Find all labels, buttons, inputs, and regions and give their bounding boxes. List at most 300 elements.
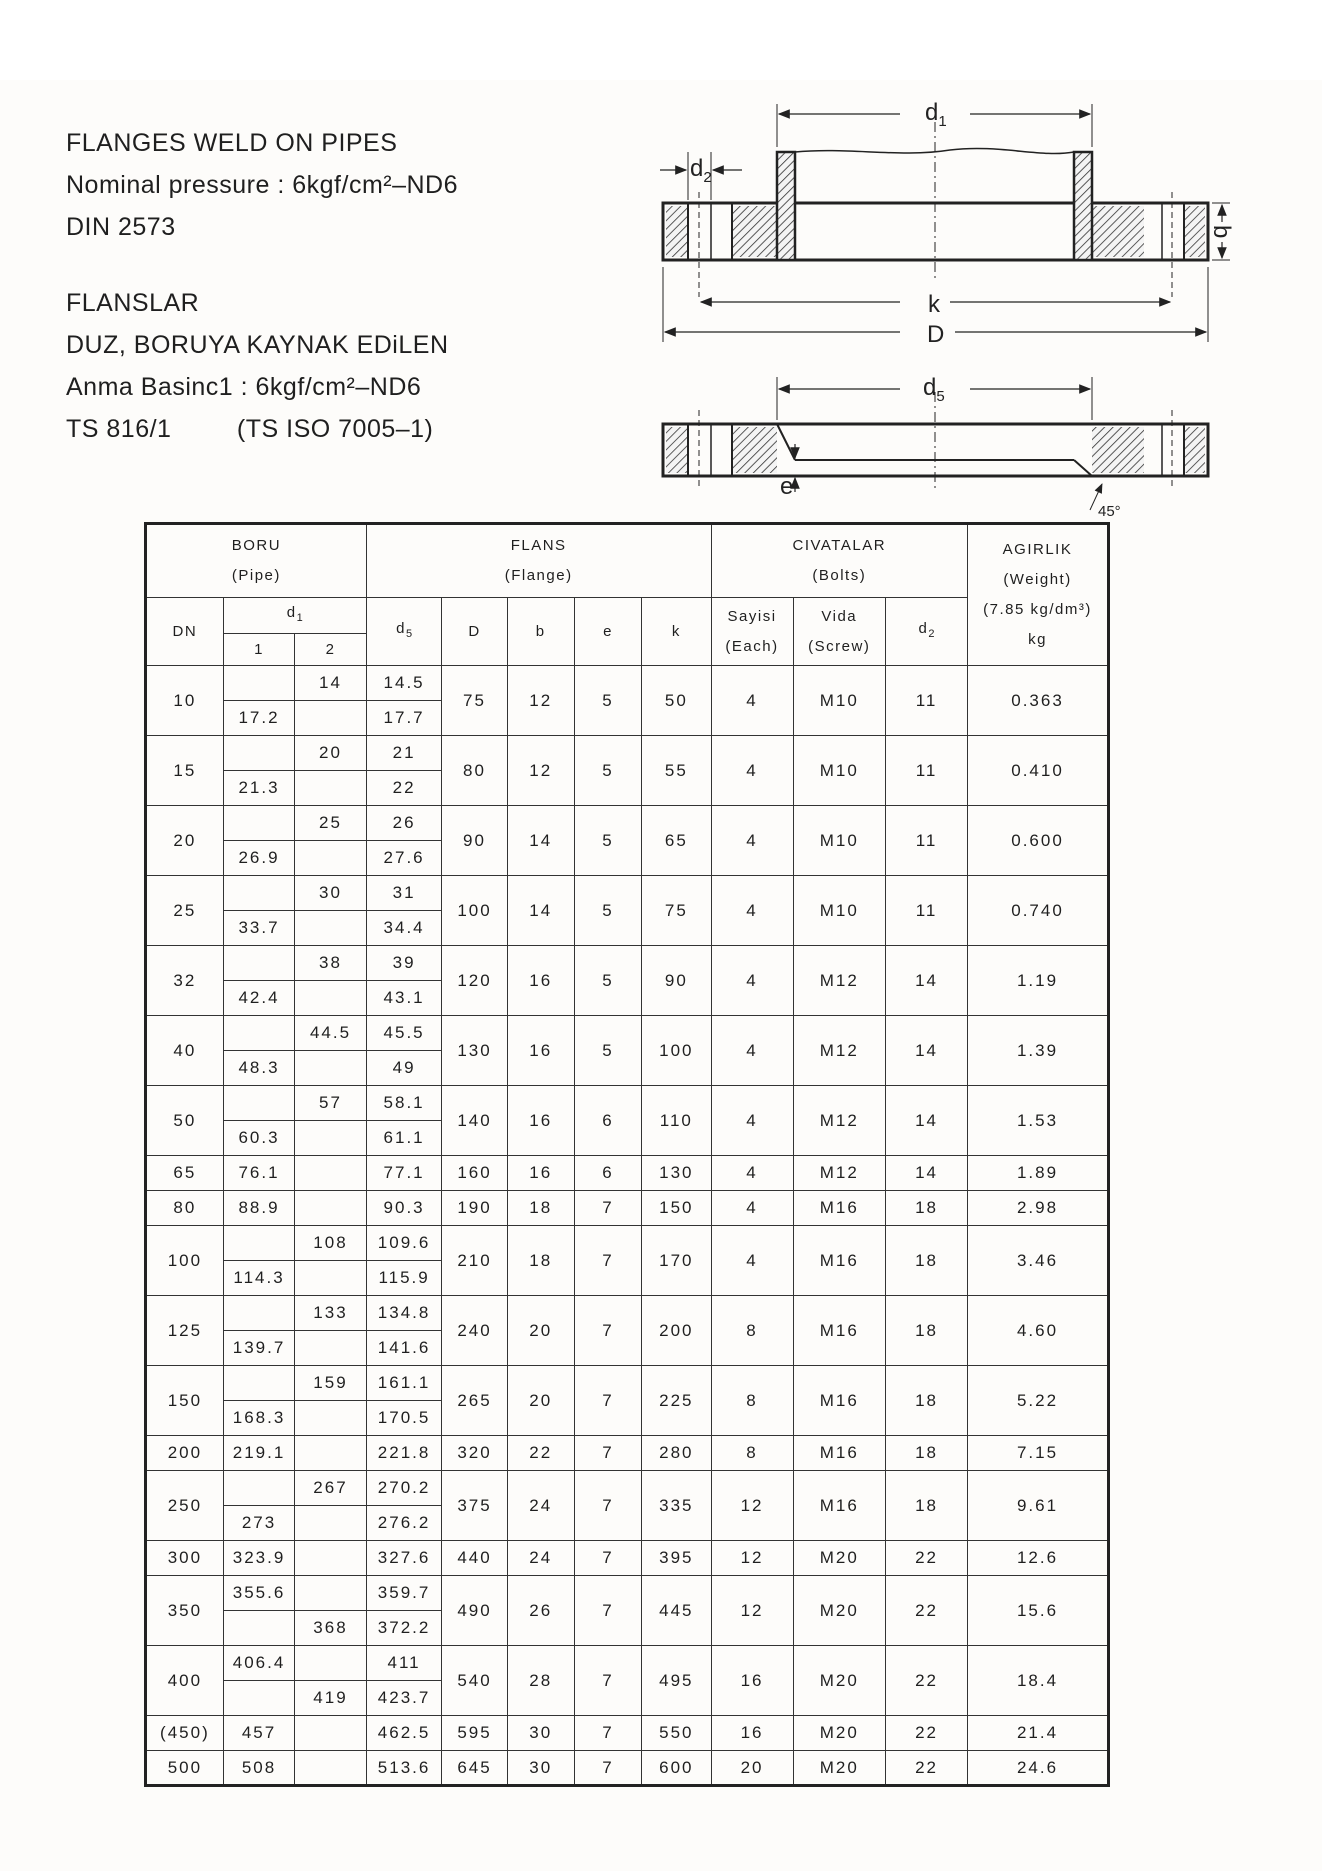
cell-d5: 423.7 bbox=[366, 1681, 442, 1716]
table-row bbox=[146, 1471, 1109, 1506]
cell-w: 2.98 bbox=[968, 1191, 1109, 1226]
cell-pipe-1: 355.6 bbox=[223, 1576, 294, 1611]
flange-spec-table bbox=[144, 522, 1110, 1787]
cell-d2: 11 bbox=[886, 666, 968, 736]
cell-pipe-1: 88.9 bbox=[223, 1191, 294, 1226]
cell-k: 445 bbox=[642, 1576, 711, 1646]
cell-n: 4 bbox=[711, 1191, 793, 1226]
cell-k: 150 bbox=[642, 1191, 711, 1226]
cell-w: 0.410 bbox=[968, 736, 1109, 806]
standard-ts: TS 816/1 bbox=[66, 415, 172, 443]
cell-n: 4 bbox=[711, 806, 793, 876]
cell-d5: 359.7 bbox=[366, 1576, 442, 1611]
cell-dn: 40 bbox=[146, 1016, 224, 1086]
cell-e: 5 bbox=[574, 736, 641, 806]
cell-pipe-2 bbox=[295, 1541, 366, 1576]
label-d2: $d_2$ bbox=[690, 155, 712, 186]
cell-e: 5 bbox=[574, 876, 641, 946]
cell-b: 28 bbox=[507, 1646, 574, 1716]
header-agirlik: AGIRLIK (Weight) (7.85 kg/dm³) kg bbox=[968, 524, 1109, 666]
cell-D: 490 bbox=[442, 1576, 507, 1646]
cell-d2: 14 bbox=[886, 1086, 968, 1156]
title-line-7 bbox=[66, 408, 458, 450]
cell-pipe-1: 21.3 bbox=[223, 771, 294, 806]
table-row bbox=[146, 1086, 1109, 1121]
cell-w: 15.6 bbox=[968, 1576, 1109, 1646]
cell-pipe-1-empty bbox=[223, 736, 294, 771]
cell-screw: M12 bbox=[793, 1156, 886, 1191]
cell-k: 50 bbox=[642, 666, 711, 736]
cell-D: 320 bbox=[442, 1436, 507, 1471]
cell-d5: 327.6 bbox=[366, 1541, 442, 1576]
cell-w: 9.61 bbox=[968, 1471, 1109, 1541]
cell-n: 16 bbox=[711, 1716, 793, 1751]
cell-screw: M12 bbox=[793, 1086, 886, 1156]
cell-k: 280 bbox=[642, 1436, 711, 1471]
cell-pipe-1: 508 bbox=[223, 1751, 294, 1786]
cell-n: 4 bbox=[711, 666, 793, 736]
cell-pipe-2 bbox=[295, 1436, 366, 1471]
cell-d5: 115.9 bbox=[366, 1261, 442, 1296]
cell-D: 440 bbox=[442, 1541, 507, 1576]
table-row bbox=[146, 666, 1109, 701]
label-e: e bbox=[780, 473, 794, 500]
cell-d2: 14 bbox=[886, 946, 968, 1016]
cell-b: 14 bbox=[507, 806, 574, 876]
cell-pipe-2-empty bbox=[295, 701, 366, 736]
table-row bbox=[146, 1436, 1109, 1471]
cell-k: 550 bbox=[642, 1716, 711, 1751]
cell-dn: 65 bbox=[146, 1156, 224, 1191]
cell-d5: 109.6 bbox=[366, 1226, 442, 1261]
cell-pipe-1: 457 bbox=[223, 1716, 294, 1751]
title-line-1: FLANGES WELD ON PIPES bbox=[66, 129, 398, 157]
cell-d2: 18 bbox=[886, 1471, 968, 1541]
cell-pipe-1: 26.9 bbox=[223, 841, 294, 876]
cell-dn: 200 bbox=[146, 1436, 224, 1471]
cell-d5: 161.1 bbox=[366, 1366, 442, 1401]
cell-D: 80 bbox=[442, 736, 507, 806]
cell-d2: 22 bbox=[886, 1541, 968, 1576]
cell-D: 540 bbox=[442, 1646, 507, 1716]
document-title-block bbox=[66, 122, 458, 450]
cell-dn: 50 bbox=[146, 1086, 224, 1156]
cell-pipe-2-empty bbox=[295, 911, 366, 946]
cell-pipe-2: 20 bbox=[295, 736, 366, 771]
cell-D: 265 bbox=[442, 1366, 507, 1436]
cell-screw: M16 bbox=[793, 1471, 886, 1541]
cell-dn: 32 bbox=[146, 946, 224, 1016]
header-dn: DN bbox=[146, 598, 224, 666]
cell-screw: M16 bbox=[793, 1226, 886, 1296]
cell-e: 7 bbox=[574, 1541, 641, 1576]
cell-screw: M20 bbox=[793, 1646, 886, 1716]
cell-d5: 34.4 bbox=[366, 911, 442, 946]
cell-D: 375 bbox=[442, 1471, 507, 1541]
standard-iso: (TS ISO 7005–1) bbox=[236, 415, 434, 443]
cell-pipe-2: 419 bbox=[295, 1681, 366, 1716]
cell-n: 8 bbox=[711, 1366, 793, 1436]
cell-dn: 500 bbox=[146, 1751, 224, 1786]
cell-pipe-2: 25 bbox=[295, 806, 366, 841]
cell-d5: 31 bbox=[366, 876, 442, 911]
header-D: D bbox=[442, 598, 507, 666]
cell-d5: 27.6 bbox=[366, 841, 442, 876]
cell-d2: 14 bbox=[886, 1016, 968, 1086]
cell-pipe-1-empty bbox=[223, 876, 294, 911]
cell-n: 12 bbox=[711, 1471, 793, 1541]
cell-w: 1.39 bbox=[968, 1016, 1109, 1086]
cell-e: 7 bbox=[574, 1576, 641, 1646]
flange-cross-section-drawing bbox=[650, 92, 1235, 522]
cell-pipe-2-empty bbox=[295, 1051, 366, 1086]
cell-d5: 276.2 bbox=[366, 1506, 442, 1541]
cell-pipe-1: 406.4 bbox=[223, 1646, 294, 1681]
cell-screw: M12 bbox=[793, 1016, 886, 1086]
table-row bbox=[146, 1226, 1109, 1261]
cell-e: 6 bbox=[574, 1156, 641, 1191]
cell-b: 20 bbox=[507, 1296, 574, 1366]
cell-pipe-2: 133 bbox=[295, 1296, 366, 1331]
cell-dn: (450) bbox=[146, 1716, 224, 1751]
cell-e: 7 bbox=[574, 1716, 641, 1751]
cell-b: 22 bbox=[507, 1436, 574, 1471]
cell-D: 210 bbox=[442, 1226, 507, 1296]
cell-w: 18.4 bbox=[968, 1646, 1109, 1716]
cell-screw: M20 bbox=[793, 1751, 886, 1786]
cell-dn: 100 bbox=[146, 1226, 224, 1296]
cell-pipe-2-empty bbox=[295, 1401, 366, 1436]
cell-screw: M20 bbox=[793, 1716, 886, 1751]
cell-k: 335 bbox=[642, 1471, 711, 1541]
cell-d2: 11 bbox=[886, 736, 968, 806]
label-b: b bbox=[1208, 225, 1235, 239]
cell-w: 12.6 bbox=[968, 1541, 1109, 1576]
cell-d5: 513.6 bbox=[366, 1751, 442, 1786]
cell-n: 4 bbox=[711, 1086, 793, 1156]
cell-pipe-1-empty bbox=[223, 1681, 294, 1716]
cell-d2: 22 bbox=[886, 1716, 968, 1751]
cell-e: 7 bbox=[574, 1191, 641, 1226]
cell-screw: M16 bbox=[793, 1296, 886, 1366]
table-row bbox=[146, 1716, 1109, 1751]
cell-pipe-2: 159 bbox=[295, 1366, 366, 1401]
cell-D: 595 bbox=[442, 1716, 507, 1751]
table-row bbox=[146, 1296, 1109, 1331]
cell-n: 4 bbox=[711, 1156, 793, 1191]
cell-screw: M20 bbox=[793, 1576, 886, 1646]
cell-pipe-1: 60.3 bbox=[223, 1121, 294, 1156]
cell-pipe-1: 33.7 bbox=[223, 911, 294, 946]
cell-b: 16 bbox=[507, 1086, 574, 1156]
cell-screw: M16 bbox=[793, 1191, 886, 1226]
cell-pipe-1: 17.2 bbox=[223, 701, 294, 736]
table-row bbox=[146, 946, 1109, 981]
cell-pipe-1-empty bbox=[223, 1226, 294, 1261]
cell-d5: 43.1 bbox=[366, 981, 442, 1016]
cell-D: 645 bbox=[442, 1751, 507, 1786]
cell-D: 160 bbox=[442, 1156, 507, 1191]
cell-pipe-1-empty bbox=[223, 1611, 294, 1646]
cell-d5: 462.5 bbox=[366, 1716, 442, 1751]
cell-dn: 125 bbox=[146, 1296, 224, 1366]
cell-pipe-2 bbox=[295, 1751, 366, 1786]
cell-pipe-2-empty bbox=[295, 1646, 366, 1681]
header-flans: FLANS (Flange) bbox=[366, 524, 711, 598]
header-pipe-col-2: 2 bbox=[295, 634, 366, 666]
cell-pipe-2: 38 bbox=[295, 946, 366, 981]
cell-pipe-1: 168.3 bbox=[223, 1401, 294, 1436]
cell-w: 4.60 bbox=[968, 1296, 1109, 1366]
cell-screw: M20 bbox=[793, 1541, 886, 1576]
cell-d5: 61.1 bbox=[366, 1121, 442, 1156]
cell-dn: 20 bbox=[146, 806, 224, 876]
title-line-4: FLANSLAR bbox=[66, 289, 200, 317]
cell-d2: 18 bbox=[886, 1191, 968, 1226]
cell-b: 12 bbox=[507, 666, 574, 736]
cell-d2: 11 bbox=[886, 876, 968, 946]
cell-e: 7 bbox=[574, 1296, 641, 1366]
cell-k: 65 bbox=[642, 806, 711, 876]
cell-e: 5 bbox=[574, 946, 641, 1016]
cell-d5: 49 bbox=[366, 1051, 442, 1086]
cell-pipe-1: 114.3 bbox=[223, 1261, 294, 1296]
cell-dn: 10 bbox=[146, 666, 224, 736]
cell-pipe-2: 267 bbox=[295, 1471, 366, 1506]
cell-D: 75 bbox=[442, 666, 507, 736]
cell-e: 7 bbox=[574, 1366, 641, 1436]
cell-dn: 25 bbox=[146, 876, 224, 946]
label-D: D bbox=[927, 321, 945, 348]
cell-k: 55 bbox=[642, 736, 711, 806]
cell-d2: 18 bbox=[886, 1226, 968, 1296]
cell-b: 18 bbox=[507, 1226, 574, 1296]
cell-screw: M16 bbox=[793, 1436, 886, 1471]
cell-pipe-2: 108 bbox=[295, 1226, 366, 1261]
cell-k: 495 bbox=[642, 1646, 711, 1716]
cell-pipe-1-empty bbox=[223, 946, 294, 981]
header-d1: $d_1$ bbox=[223, 598, 366, 634]
cell-b: 24 bbox=[507, 1471, 574, 1541]
cell-pipe-1: 219.1 bbox=[223, 1436, 294, 1471]
cell-b: 30 bbox=[507, 1751, 574, 1786]
flange-diagram bbox=[650, 92, 1235, 522]
cell-k: 90 bbox=[642, 946, 711, 1016]
cell-d2: 22 bbox=[886, 1751, 968, 1786]
cell-k: 130 bbox=[642, 1156, 711, 1191]
cell-d5: 411 bbox=[366, 1646, 442, 1681]
cell-d5: 170.5 bbox=[366, 1401, 442, 1436]
cell-pipe-1: 323.9 bbox=[223, 1541, 294, 1576]
title-line-2: Nominal pressure : 6kgf/cm²–ND6 bbox=[66, 171, 459, 199]
cell-d5: 45.5 bbox=[366, 1016, 442, 1051]
cell-D: 120 bbox=[442, 946, 507, 1016]
label-k: k bbox=[928, 291, 940, 318]
cell-e: 5 bbox=[574, 1016, 641, 1086]
cell-D: 90 bbox=[442, 806, 507, 876]
cell-d5: 22 bbox=[366, 771, 442, 806]
cell-b: 16 bbox=[507, 1156, 574, 1191]
cell-d5: 26 bbox=[366, 806, 442, 841]
cell-pipe-2-empty bbox=[295, 771, 366, 806]
cell-pipe-2: 57 bbox=[295, 1086, 366, 1121]
cell-pipe-2-empty bbox=[295, 1506, 366, 1541]
cell-pipe-1: 76.1 bbox=[223, 1156, 294, 1191]
cell-w: 3.46 bbox=[968, 1226, 1109, 1296]
cell-e: 7 bbox=[574, 1471, 641, 1541]
cell-d5: 39 bbox=[366, 946, 442, 981]
cell-d5: 58.1 bbox=[366, 1086, 442, 1121]
cell-dn: 300 bbox=[146, 1541, 224, 1576]
cell-pipe-2-empty bbox=[295, 981, 366, 1016]
cell-pipe-2: 14 bbox=[295, 666, 366, 701]
cell-d5: 134.8 bbox=[366, 1296, 442, 1331]
cell-pipe-2-empty bbox=[295, 1261, 366, 1296]
header-boru: BORU (Pipe) bbox=[146, 524, 367, 598]
cell-e: 7 bbox=[574, 1751, 641, 1786]
label-d5: $d_5$ bbox=[923, 374, 945, 405]
header-pipe-col-1: 1 bbox=[223, 634, 294, 666]
cell-d5: 77.1 bbox=[366, 1156, 442, 1191]
header-sayisi: Sayisi (Each) bbox=[711, 598, 793, 666]
cell-screw: M16 bbox=[793, 1366, 886, 1436]
table-row bbox=[146, 1016, 1109, 1051]
cell-b: 12 bbox=[507, 736, 574, 806]
header-e: e bbox=[574, 598, 641, 666]
cell-b: 18 bbox=[507, 1191, 574, 1226]
cell-D: 140 bbox=[442, 1086, 507, 1156]
cell-dn: 80 bbox=[146, 1191, 224, 1226]
cell-pipe-2: 368 bbox=[295, 1611, 366, 1646]
cell-pipe-2-empty bbox=[295, 1576, 366, 1611]
cell-n: 4 bbox=[711, 1016, 793, 1086]
cell-k: 170 bbox=[642, 1226, 711, 1296]
header-vida: Vida (Screw) bbox=[793, 598, 886, 666]
cell-b: 16 bbox=[507, 1016, 574, 1086]
cell-D: 130 bbox=[442, 1016, 507, 1086]
flange-spec-rows bbox=[146, 666, 1109, 1786]
label-d1: $d_1$ bbox=[925, 99, 947, 130]
header-civatalar: CIVATALAR (Bolts) bbox=[711, 524, 968, 598]
cell-w: 7.15 bbox=[968, 1436, 1109, 1471]
label-45-degree: 45° bbox=[1098, 503, 1121, 520]
cell-d5: 221.8 bbox=[366, 1436, 442, 1471]
cell-n: 16 bbox=[711, 1646, 793, 1716]
cell-screw: M10 bbox=[793, 876, 886, 946]
table-row bbox=[146, 1646, 1109, 1681]
cell-w: 0.363 bbox=[968, 666, 1109, 736]
cell-b: 26 bbox=[507, 1576, 574, 1646]
cell-D: 100 bbox=[442, 876, 507, 946]
cell-n: 4 bbox=[711, 946, 793, 1016]
cell-n: 8 bbox=[711, 1296, 793, 1366]
cell-d2: 11 bbox=[886, 806, 968, 876]
title-line-3: DIN 2573 bbox=[66, 213, 176, 241]
cell-k: 395 bbox=[642, 1541, 711, 1576]
cell-screw: M10 bbox=[793, 666, 886, 736]
cell-k: 100 bbox=[642, 1016, 711, 1086]
cell-b: 24 bbox=[507, 1541, 574, 1576]
table-row bbox=[146, 1156, 1109, 1191]
table-row bbox=[146, 876, 1109, 911]
cell-pipe-2 bbox=[295, 1191, 366, 1226]
cell-d5: 21 bbox=[366, 736, 442, 771]
header-k: k bbox=[642, 598, 711, 666]
cell-b: 30 bbox=[507, 1716, 574, 1751]
bottom-view-flange bbox=[663, 374, 1208, 520]
cell-n: 4 bbox=[711, 876, 793, 946]
cell-pipe-1: 273 bbox=[223, 1506, 294, 1541]
cell-dn: 350 bbox=[146, 1576, 224, 1646]
cell-n: 8 bbox=[711, 1436, 793, 1471]
cell-w: 24.6 bbox=[968, 1751, 1109, 1786]
cell-screw: M10 bbox=[793, 736, 886, 806]
cell-d2: 18 bbox=[886, 1366, 968, 1436]
cell-pipe-2: 44.5 bbox=[295, 1016, 366, 1051]
page-top-band bbox=[0, 0, 1322, 80]
table-row bbox=[146, 1576, 1109, 1611]
cell-dn: 400 bbox=[146, 1646, 224, 1716]
header-b: b bbox=[507, 598, 574, 666]
cell-d5: 90.3 bbox=[366, 1191, 442, 1226]
table-row bbox=[146, 736, 1109, 771]
cell-k: 600 bbox=[642, 1751, 711, 1786]
cell-pipe-1-empty bbox=[223, 1366, 294, 1401]
cell-pipe-2-empty bbox=[295, 1121, 366, 1156]
cell-pipe-2-empty bbox=[295, 1331, 366, 1366]
cell-e: 5 bbox=[574, 806, 641, 876]
cell-d5: 17.7 bbox=[366, 701, 442, 736]
cell-d2: 18 bbox=[886, 1436, 968, 1471]
cell-pipe-1: 48.3 bbox=[223, 1051, 294, 1086]
cell-pipe-1: 139.7 bbox=[223, 1331, 294, 1366]
cell-k: 200 bbox=[642, 1296, 711, 1366]
title-line-5: DUZ, BORUYA KAYNAK EDiLEN bbox=[66, 331, 449, 359]
cell-w: 21.4 bbox=[968, 1716, 1109, 1751]
cell-n: 12 bbox=[711, 1541, 793, 1576]
cell-dn: 150 bbox=[146, 1366, 224, 1436]
cell-b: 16 bbox=[507, 946, 574, 1016]
cell-d2: 22 bbox=[886, 1576, 968, 1646]
cell-n: 4 bbox=[711, 1226, 793, 1296]
cell-d5: 270.2 bbox=[366, 1471, 442, 1506]
cell-w: 0.600 bbox=[968, 806, 1109, 876]
table-row bbox=[146, 1366, 1109, 1401]
cell-screw: M12 bbox=[793, 946, 886, 1016]
cell-w: 5.22 bbox=[968, 1366, 1109, 1436]
cell-pipe-1-empty bbox=[223, 806, 294, 841]
cell-w: 0.740 bbox=[968, 876, 1109, 946]
table-row bbox=[146, 1541, 1109, 1576]
cell-w: 1.89 bbox=[968, 1156, 1109, 1191]
cell-d2: 14 bbox=[886, 1156, 968, 1191]
table-row bbox=[146, 806, 1109, 841]
cell-b: 20 bbox=[507, 1366, 574, 1436]
cell-n: 4 bbox=[711, 736, 793, 806]
cell-e: 7 bbox=[574, 1436, 641, 1471]
cell-k: 75 bbox=[642, 876, 711, 946]
cell-d2: 18 bbox=[886, 1296, 968, 1366]
cell-w: 1.19 bbox=[968, 946, 1109, 1016]
cell-pipe-2 bbox=[295, 1156, 366, 1191]
table-row bbox=[146, 1751, 1109, 1786]
cell-pipe-2: 30 bbox=[295, 876, 366, 911]
cell-dn: 250 bbox=[146, 1471, 224, 1541]
cell-pipe-1-empty bbox=[223, 1296, 294, 1331]
cell-e: 5 bbox=[574, 666, 641, 736]
cell-k: 225 bbox=[642, 1366, 711, 1436]
cell-d2: 22 bbox=[886, 1646, 968, 1716]
